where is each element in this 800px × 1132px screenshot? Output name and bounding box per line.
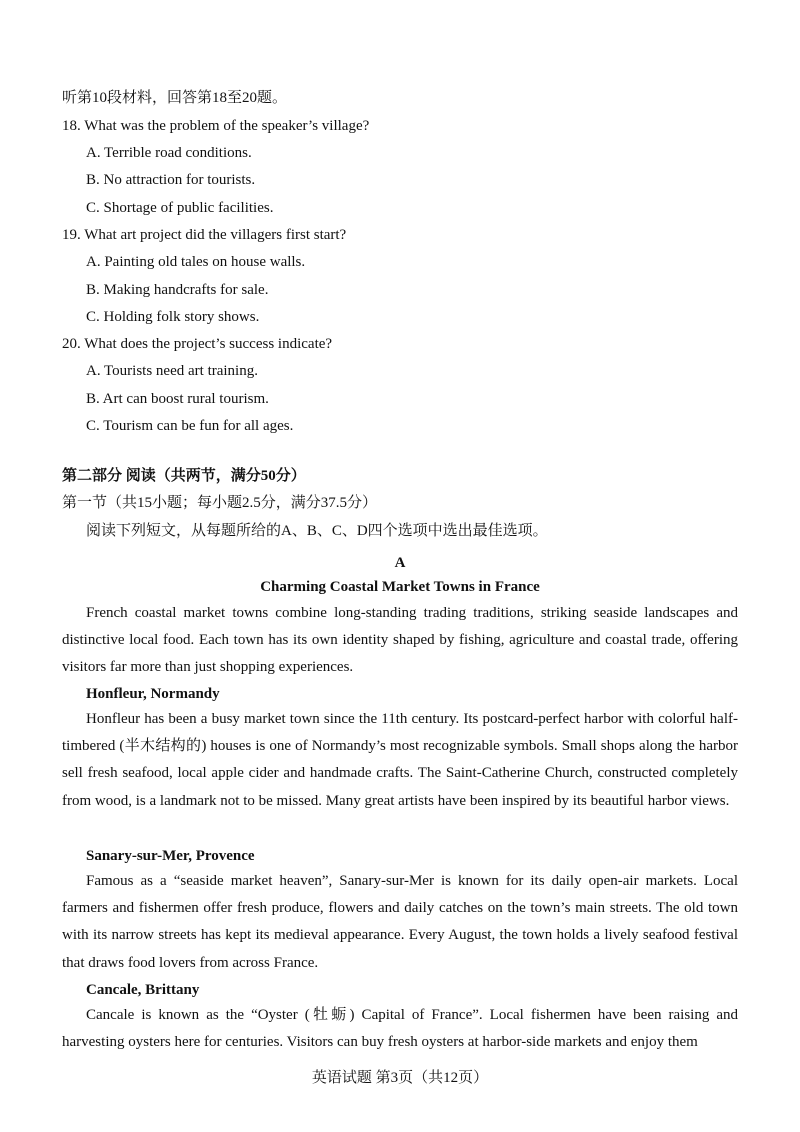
town-text-honfleur: Honfleur has been a busy market town since the 11th century. Its postcard-perfect harbor with colorful half-timbered (半木结构的) houses is one of Normandy’s most recognizable symbols. Small shops along the harbor sell fresh seafood, local apple cider and handmade crafts. The Saint-Catherine Church, constructed completely from wood, is a landmark not to be missed. Many great artists have been inspired by its beautiful harbor views. bbox=[62, 711, 738, 809]
town-heading-cancale: Cancale, Brittany bbox=[86, 982, 200, 998]
question-18-stem: 18. What was the problem of the speaker’s village? bbox=[62, 118, 370, 134]
town-text-sanary: Famous as a “seaside market heaven”, Sanary-sur-Mer is known for its daily open-air markets. Local farmers and fishermen offer fresh produce, flowers and daily catches on the town’s main streets. The old town with its narrow streets has kept its medieval appearance. Every August, the town holds a lively seafood festival that draws food lovers from across France. bbox=[62, 873, 738, 971]
question-20-option-b: B. Art can boost rural tourism. bbox=[86, 391, 269, 407]
question-19-option-c: C. Holding folk story shows. bbox=[86, 309, 260, 325]
town-heading-honfleur: Honfleur, Normandy bbox=[86, 686, 220, 702]
question-18-option-b: B. No attraction for tourists. bbox=[86, 172, 256, 188]
town-heading-sanary: Sanary-sur-Mer, Provence bbox=[86, 848, 255, 864]
passage-intro: French coastal market towns combine long-standing trading traditions, striking seaside landscapes and distinctive local food. Each town has its own identity shaped by fishing, agriculture and coastal trade, offering visitors far more than just shopping experiences. bbox=[62, 605, 738, 676]
section-one-title: 第一节（共15小题；每小题2.5分，满分37.5分） bbox=[62, 495, 378, 511]
listening-instruction: 听第10段材料，回答第18至20题。 bbox=[62, 90, 288, 106]
passage-letter: A bbox=[394, 555, 406, 571]
part-two-title: 第二部分 阅读（共两节，满分50分） bbox=[62, 468, 306, 484]
question-19-option-a: A. Painting old tales on house walls. bbox=[86, 254, 306, 270]
passage-title: Charming Coastal Market Towns in France bbox=[260, 579, 540, 595]
question-19-stem: 19. What art project did the villagers first start? bbox=[62, 227, 347, 243]
town-text-cancale: Cancale is known as the “Oyster (牡蛎) Capital of France”. Local fishermen have been raising and harvesting oysters here for centuries. Visitors can buy fresh oysters at harbor-side markets and enjoy them bbox=[62, 1007, 738, 1051]
question-20-stem: 20. What does the project’s success indicate? bbox=[62, 336, 333, 352]
reading-directions: 阅读下列短文，从每题所给的A、B、C、D四个选项中选出最佳选项。 bbox=[86, 523, 548, 539]
page-footer: 英语试题 第3页（共12页） bbox=[311, 1070, 489, 1086]
question-20-option-a: A. Tourists need art training. bbox=[86, 363, 258, 379]
question-19-option-b: B. Making handcrafts for sale. bbox=[86, 282, 269, 298]
question-20-option-c: C. Tourism can be fun for all ages. bbox=[86, 418, 294, 434]
question-18-option-a: A. Terrible road conditions. bbox=[86, 145, 252, 161]
question-18-option-c: C. Shortage of public facilities. bbox=[86, 200, 274, 216]
